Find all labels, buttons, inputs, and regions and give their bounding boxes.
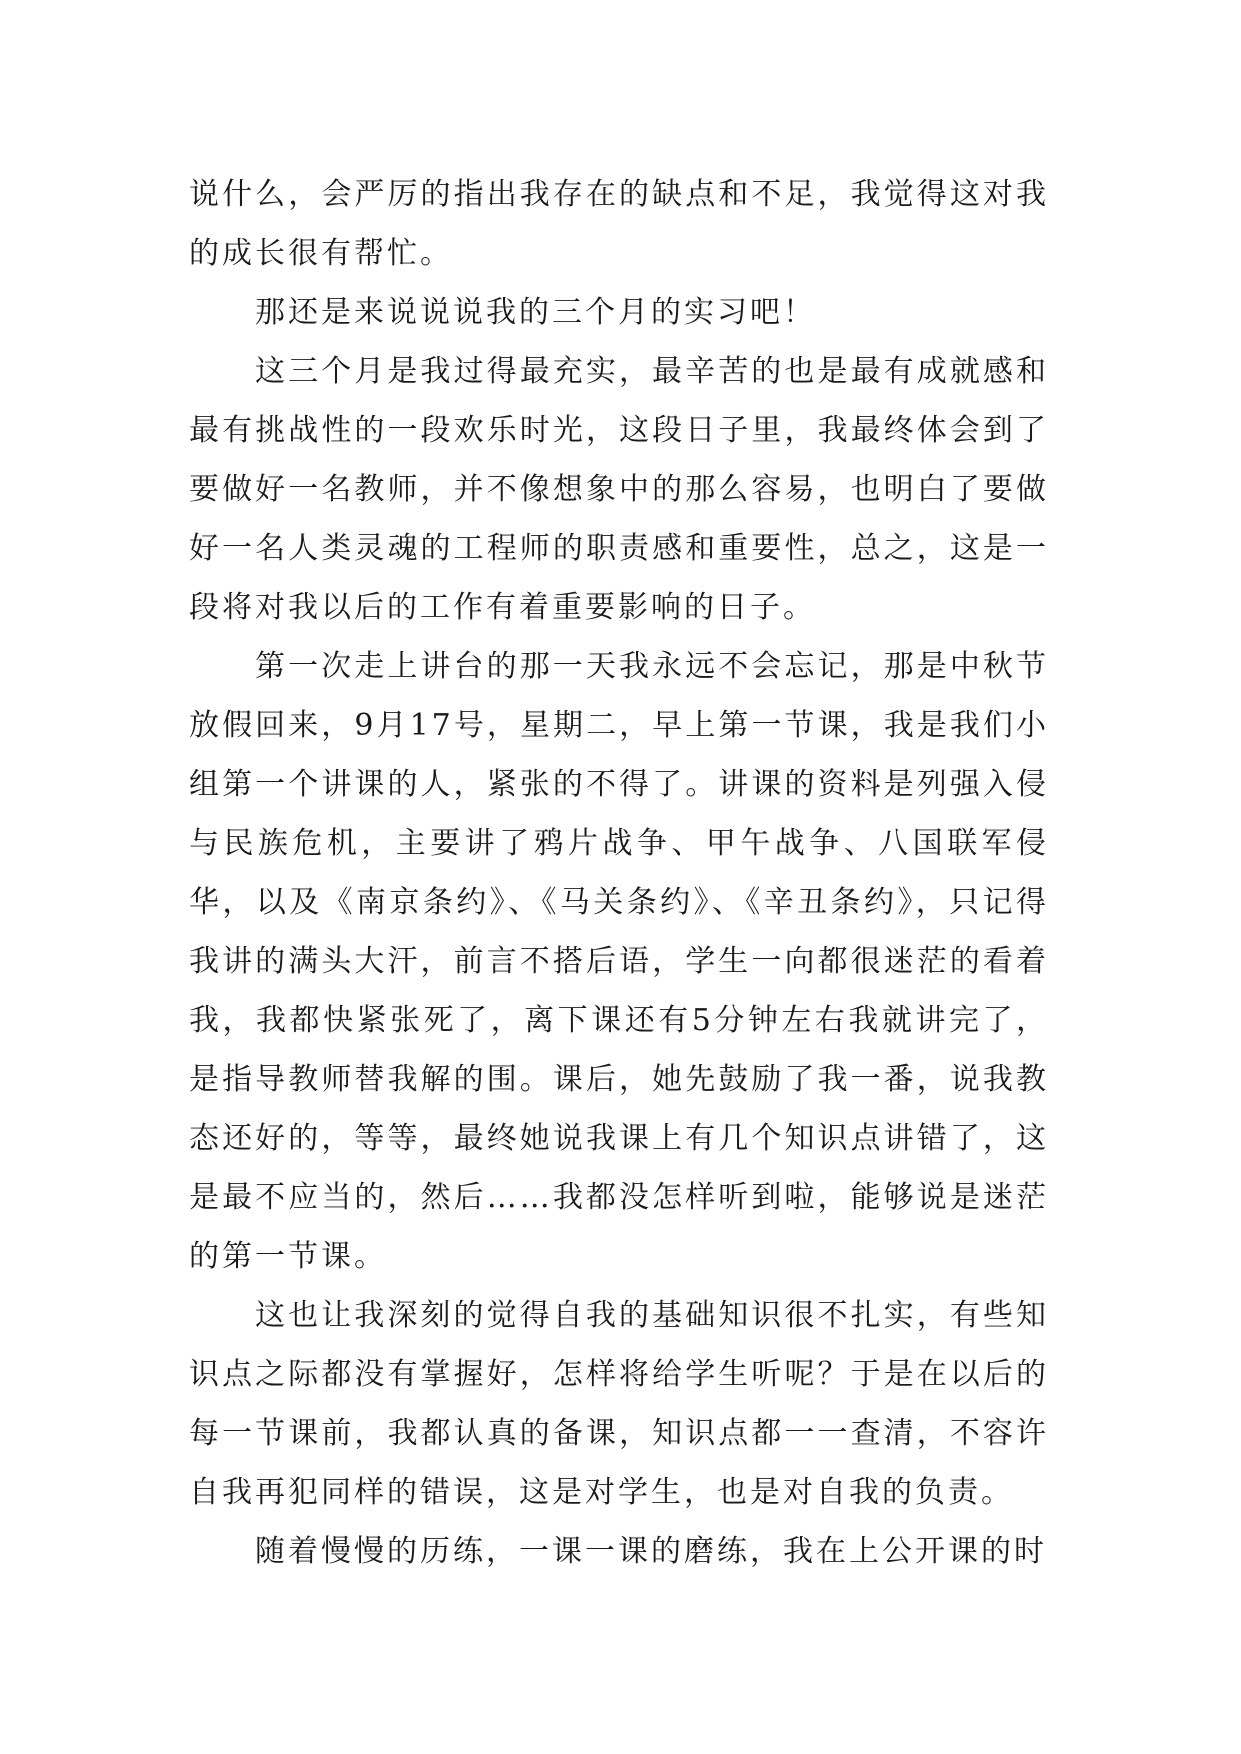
paragraph-4: 第一次走上讲台的那一天我永远不会忘记，那是中秋节放假回来，9月17号，星期二，早上第一节课，我是我们小组第一个讲课的人，紧张的不得了。讲课的资料是列强入侵与民族危机，主要讲了鸦片战争、甲午战争、八国联军侵华，以及《南京条约》、《马关条约》、《辛丑条约》，只记得我讲的满头大汗，前言不搭后语，学生一向都很迷茫的看着我，我都快紧张死了，离下课还有5分钟左右我就讲完了，是指导教师替我解的围。课后，她先鼓励了我一番，说我教态还好的，等等，最终她说我课上有几个知识点讲错了，这是最不应当的，然后……我都没怎样听到啦，能够说是迷茫的第一节课。 bbox=[189, 649, 1049, 1274]
paragraph-6: 随着慢慢的历练，一课一课的磨练，我在上公开课的时 bbox=[255, 1534, 1047, 1569]
paragraph-3: 这三个月是我过得最充实，最辛苦的也是最有成就感和最有挑战性的一段欢乐时光，这段日子里，我最终体会到了要做好一名教师，并不像想象中的那么容易，也明白了要做好一名人类灵魂的工程师的职责感和重要性，总之，这是一段将对我以后的工作有着重要影响的日子。 bbox=[189, 354, 1049, 625]
body-text bbox=[189, 165, 1049, 1581]
paragraph-2: 那还是来说说说我的三个月的实习吧！ bbox=[255, 295, 816, 330]
paragraph-1: 说什么，会严厉的指出我存在的缺点和不足，我觉得这对我的成长很有帮忙。 bbox=[189, 177, 1049, 271]
paragraph-5: 这也让我深刻的觉得自我的基础知识很不扎实，有些知识点之际都没有掌握好，怎样将给学生听呢？于是在以后的每一节课前，我都认真的备课，知识点都一一查清，不容许自我再犯同样的错误，这是对学生，也是对自我的负责。 bbox=[189, 1298, 1049, 1510]
